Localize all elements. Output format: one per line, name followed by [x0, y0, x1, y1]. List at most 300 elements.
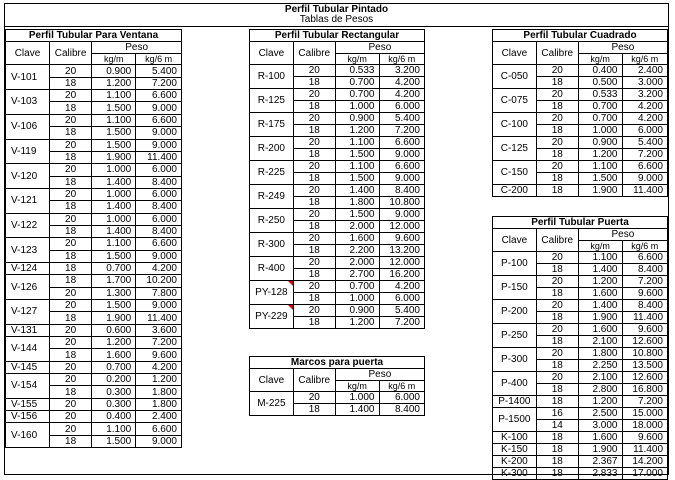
calibre-cell: 18: [50, 275, 92, 287]
table-row: [493, 161, 668, 173]
kg6m-cell: 16.800: [622, 384, 668, 396]
marcos-table: [249, 368, 425, 416]
calibre-cell: 18: [293, 293, 335, 305]
table-row: [493, 300, 668, 312]
kgm-cell: 1.400: [335, 185, 379, 197]
clave-cell: V-160: [6, 423, 50, 448]
col-header-kgm: kg/m: [92, 54, 136, 65]
calibre-cell: 20: [50, 423, 92, 435]
kg6m-cell: 5.400: [379, 113, 425, 125]
table-row: [6, 188, 182, 200]
kg6m-cell: 6.000: [136, 164, 182, 176]
table-row: [493, 65, 668, 77]
calibre-cell: 20: [293, 161, 335, 173]
kg6m-cell: 9.000: [136, 127, 182, 139]
kgm-cell: 0.700: [335, 281, 379, 293]
cuadrado-table: [492, 41, 668, 197]
kg6m-cell: 4.200: [379, 281, 425, 293]
kgm-cell: 1.200: [92, 77, 136, 89]
calibre-cell: 18: [50, 262, 92, 274]
kg6m-cell: 11.400: [136, 151, 182, 163]
table-row: [493, 432, 668, 444]
calibre-cell: 18: [50, 386, 92, 398]
calibre-cell: 18: [50, 176, 92, 188]
calibre-cell: 18: [536, 468, 578, 480]
kgm-cell: 2.250: [578, 360, 622, 372]
kgm-cell: 1.500: [92, 102, 136, 114]
kg6m-cell: 11.400: [622, 312, 668, 324]
kg6m-cell: 12.600: [622, 336, 668, 348]
table-row: [493, 252, 668, 264]
kgm-cell: 1.100: [92, 238, 136, 250]
col-header-peso: Peso: [92, 42, 182, 54]
calibre-cell: 18: [536, 101, 578, 113]
kgm-cell: 1.100: [92, 423, 136, 435]
kgm-cell: 1.400: [92, 176, 136, 188]
table-row: [250, 137, 425, 149]
calibre-cell: 18: [50, 151, 92, 163]
kg6m-cell: 3.200: [379, 65, 425, 77]
table-row: [6, 275, 182, 287]
calibre-cell: 20: [293, 233, 335, 245]
kg6m-cell: 8.400: [136, 176, 182, 188]
kgm-cell: 1.400: [578, 264, 622, 276]
table-row: [493, 372, 668, 384]
table-row: [6, 164, 182, 176]
clave-cell: PY-128: [250, 281, 294, 305]
kg6m-cell: 1.800: [136, 398, 182, 410]
kg6m-cell: 2.400: [622, 65, 668, 77]
kg6m-cell: 17.000: [622, 468, 668, 480]
clave-cell: V-119: [6, 139, 50, 164]
clave-cell: P-1500: [493, 408, 537, 432]
kg6m-cell: 4.200: [379, 77, 425, 89]
kgm-cell: 1.800: [335, 197, 379, 209]
kgm-cell: 1.000: [335, 101, 379, 113]
clave-cell: V-106: [6, 114, 50, 139]
col-header-kg6m: kg/6 m: [622, 54, 668, 65]
ventana-table: [5, 41, 182, 448]
calibre-cell: 20: [536, 276, 578, 288]
kgm-cell: 0.900: [335, 113, 379, 125]
kg6m-cell: 3.200: [622, 89, 668, 101]
calibre-cell: 20: [293, 281, 335, 293]
calibre-cell: 18: [293, 317, 335, 329]
calibre-cell: 20: [536, 161, 578, 173]
table-row: [493, 468, 668, 480]
calibre-cell: 18: [536, 312, 578, 324]
kgm-cell: 1.600: [578, 288, 622, 300]
clave-cell: C-125: [493, 137, 537, 161]
page-title: Perfil Tubular Pintado: [284, 4, 389, 15]
calibre-cell: 18: [50, 312, 92, 324]
calibre-cell: 20: [50, 90, 92, 102]
calibre-cell: 20: [50, 65, 92, 77]
table-row: [250, 113, 425, 125]
kg6m-cell: 6.600: [136, 114, 182, 126]
kg6m-cell: 6.000: [379, 101, 425, 113]
col-header-peso: Peso: [335, 369, 424, 381]
table-row: [6, 299, 182, 311]
calibre-cell: 18: [536, 77, 578, 89]
kgm-cell: 1.200: [578, 276, 622, 288]
table-row: [6, 361, 182, 373]
kgm-cell: 1.000: [578, 125, 622, 137]
calibre-cell: 18: [536, 288, 578, 300]
calibre-cell: 18: [293, 404, 335, 416]
table-row: [493, 185, 668, 197]
kg6m-cell: 5.400: [622, 137, 668, 149]
kgm-cell: 2.800: [578, 384, 622, 396]
kg6m-cell: 13.500: [622, 360, 668, 372]
kg6m-cell: 9.000: [136, 435, 182, 447]
kgm-cell: 1.900: [578, 312, 622, 324]
kgm-cell: 0.700: [335, 89, 379, 101]
kgm-cell: 1.100: [578, 161, 622, 173]
kgm-cell: 1.200: [335, 125, 379, 137]
calibre-cell: 18: [536, 456, 578, 468]
kg6m-cell: 7.200: [379, 125, 425, 137]
kgm-cell: 2.200: [335, 245, 379, 257]
rectangular-title: Perfil Tubular Rectangular: [249, 29, 425, 41]
clave-cell: V-126: [6, 275, 50, 300]
kg6m-cell: 8.400: [622, 300, 668, 312]
kg6m-cell: 7.800: [136, 287, 182, 299]
calibre-cell: 18: [293, 125, 335, 137]
kg6m-cell: 9.600: [622, 432, 668, 444]
clave-cell: V-127: [6, 299, 50, 324]
calibre-cell: 18: [293, 101, 335, 113]
col-header-kgm: kg/m: [578, 241, 622, 252]
kg6m-cell: 6.000: [136, 188, 182, 200]
kg6m-cell: 8.400: [379, 185, 425, 197]
col-header-clave: Clave: [493, 42, 537, 65]
kgm-cell: 0.900: [578, 137, 622, 149]
kg6m-cell: 5.400: [379, 305, 425, 317]
kg6m-cell: 1.800: [136, 386, 182, 398]
kgm-cell: 1.000: [335, 293, 379, 305]
kg6m-cell: 6.600: [379, 161, 425, 173]
kgm-cell: 1.900: [92, 151, 136, 163]
kgm-cell: 1.500: [92, 435, 136, 447]
kgm-cell: 1.900: [92, 312, 136, 324]
kgm-cell: 0.700: [92, 262, 136, 274]
calibre-cell: 18: [50, 435, 92, 447]
kg6m-cell: 16.200: [379, 269, 425, 281]
col-header-calibre: Calibre: [536, 229, 578, 252]
table-row: [493, 324, 668, 336]
kgm-cell: 1.000: [92, 188, 136, 200]
kg6m-cell: 5.400: [136, 65, 182, 77]
calibre-cell: 20: [50, 361, 92, 373]
calibre-cell: 16: [536, 408, 578, 420]
kg6m-cell: 3.000: [622, 77, 668, 89]
kg6m-cell: 6.000: [379, 392, 425, 404]
clave-cell: P-300: [493, 348, 537, 372]
kg6m-cell: 7.200: [379, 317, 425, 329]
kg6m-cell: 6.600: [136, 238, 182, 250]
calibre-cell: 20: [50, 188, 92, 200]
calibre-cell: 18: [536, 360, 578, 372]
clave-cell: V-120: [6, 164, 50, 189]
table-row: [6, 337, 182, 349]
kgm-cell: 2.100: [578, 372, 622, 384]
calibre-cell: 20: [536, 252, 578, 264]
col-header-kg6m: kg/6 m: [379, 381, 425, 392]
kgm-cell: 2.000: [335, 257, 379, 269]
calibre-cell: 20: [536, 65, 578, 77]
col-header-clave: Clave: [250, 42, 294, 65]
kgm-cell: 1.000: [92, 213, 136, 225]
kg6m-cell: 6.000: [136, 213, 182, 225]
table-row: [6, 411, 182, 423]
kg6m-cell: 8.400: [136, 225, 182, 237]
kg6m-cell: 8.400: [136, 201, 182, 213]
col-header-peso: Peso: [335, 42, 424, 54]
calibre-cell: 18: [293, 77, 335, 89]
kgm-cell: 0.700: [578, 113, 622, 125]
kg6m-cell: 11.400: [622, 444, 668, 456]
kg6m-cell: 13.200: [379, 245, 425, 257]
calibre-cell: 18: [50, 225, 92, 237]
col-header-calibre: Calibre: [536, 42, 578, 65]
kg6m-cell: 2.400: [136, 411, 182, 423]
clave-cell: R-125: [250, 89, 294, 113]
calibre-cell: 20: [50, 213, 92, 225]
kgm-cell: 1.800: [578, 348, 622, 360]
kg6m-cell: 10.800: [379, 197, 425, 209]
kg6m-cell: 4.200: [136, 262, 182, 274]
calibre-cell: 18: [293, 245, 335, 257]
calibre-cell: 20: [293, 89, 335, 101]
kg6m-cell: 4.200: [622, 101, 668, 113]
kg6m-cell: 6.600: [136, 423, 182, 435]
table-row: [493, 89, 668, 101]
table-row: [493, 396, 668, 408]
calibre-cell: 18: [536, 173, 578, 185]
calibre-cell: 18: [293, 197, 335, 209]
kg6m-cell: 11.400: [136, 312, 182, 324]
rectangular-table: [249, 41, 425, 329]
kgm-cell: 0.600: [92, 324, 136, 336]
kg6m-cell: 6.600: [136, 90, 182, 102]
marcos-title: Marcos para puerta: [249, 356, 425, 368]
calibre-cell: 18: [536, 149, 578, 161]
kgm-cell: 1.100: [335, 161, 379, 173]
kgm-cell: 1.100: [92, 114, 136, 126]
clave-cell: C-100: [493, 113, 537, 137]
col-header-kg6m: kg/6 m: [622, 241, 668, 252]
clave-cell: K-200: [493, 456, 537, 468]
kgm-cell: 1.500: [92, 250, 136, 262]
col-header-kg6m: kg/6 m: [379, 54, 425, 65]
table-row: [6, 114, 182, 126]
clave-cell: C-150: [493, 161, 537, 185]
kg6m-cell: 8.400: [379, 404, 425, 416]
kgm-cell: 2.833: [578, 468, 622, 480]
clave-cell: K-100: [493, 432, 537, 444]
calibre-cell: 18: [536, 396, 578, 408]
col-header-calibre: Calibre: [293, 369, 335, 392]
kgm-cell: 1.600: [335, 233, 379, 245]
clave-cell: P-1400: [493, 396, 537, 408]
kg6m-cell: 7.200: [136, 337, 182, 349]
clave-cell: V-156: [6, 411, 50, 423]
kgm-cell: 2.500: [578, 408, 622, 420]
calibre-cell: 20: [536, 372, 578, 384]
clave-cell: R-225: [250, 161, 294, 185]
calibre-cell: 18: [293, 269, 335, 281]
table-row: [250, 305, 425, 317]
kg6m-cell: 6.600: [622, 161, 668, 173]
calibre-cell: 18: [536, 264, 578, 276]
kg6m-cell: 9.000: [136, 139, 182, 151]
kgm-cell: 1.700: [92, 275, 136, 287]
ventana-title: Perfil Tubular Para Ventana: [5, 29, 182, 41]
col-header-calibre: Calibre: [50, 42, 92, 65]
table-row: [6, 90, 182, 102]
table-row: [6, 374, 182, 386]
kg6m-cell: 6.600: [622, 252, 668, 264]
calibre-cell: 18: [536, 336, 578, 348]
kg6m-cell: 6.000: [379, 293, 425, 305]
clave-cell: R-400: [250, 257, 294, 281]
clave-cell: C-050: [493, 65, 537, 89]
clave-cell: R-200: [250, 137, 294, 161]
kg6m-cell: 11.400: [622, 185, 668, 197]
calibre-cell: 20: [50, 139, 92, 151]
kg6m-cell: 6.000: [622, 125, 668, 137]
table-marcos: [249, 356, 425, 416]
table-row: [6, 65, 182, 77]
col-header-kg6m: kg/6 m: [136, 54, 182, 65]
calibre-cell: 18: [536, 125, 578, 137]
table-row: [250, 209, 425, 221]
kg6m-cell: 4.200: [379, 89, 425, 101]
kgm-cell: 2.367: [578, 456, 622, 468]
col-header-kgm: kg/m: [578, 54, 622, 65]
clave-cell: V-124: [6, 262, 50, 274]
kgm-cell: 0.700: [578, 101, 622, 113]
kgm-cell: 1.500: [92, 299, 136, 311]
calibre-cell: 18: [536, 444, 578, 456]
table-row: [6, 324, 182, 336]
clave-cell: V-145: [6, 361, 50, 373]
calibre-cell: 20: [536, 348, 578, 360]
kg6m-cell: 4.200: [136, 361, 182, 373]
kg6m-cell: 9.000: [136, 299, 182, 311]
kgm-cell: 1.000: [92, 164, 136, 176]
col-header-calibre: Calibre: [293, 42, 335, 65]
table-row: [250, 392, 425, 404]
col-header-kgm: kg/m: [335, 381, 379, 392]
kgm-cell: 0.500: [578, 77, 622, 89]
kgm-cell: 1.100: [335, 137, 379, 149]
clave-cell: V-155: [6, 398, 50, 410]
kgm-cell: 0.900: [92, 65, 136, 77]
kgm-cell: 1.500: [335, 173, 379, 185]
kgm-cell: 0.400: [578, 65, 622, 77]
clave-cell: M-225: [250, 392, 294, 416]
kg6m-cell: 9.600: [379, 233, 425, 245]
table-row: [493, 456, 668, 468]
table-row: [6, 213, 182, 225]
calibre-cell: 20: [293, 185, 335, 197]
clave-cell: V-154: [6, 374, 50, 399]
calibre-cell: 20: [536, 324, 578, 336]
clave-cell: P-400: [493, 372, 537, 396]
kgm-cell: 0.700: [92, 361, 136, 373]
table-row: [6, 139, 182, 151]
kg6m-cell: 9.600: [622, 288, 668, 300]
calibre-cell: 18: [50, 349, 92, 361]
kgm-cell: 1.200: [92, 337, 136, 349]
calibre-cell: 20: [50, 411, 92, 423]
kg6m-cell: 18.000: [622, 420, 668, 432]
calibre-cell: 20: [50, 287, 92, 299]
kg6m-cell: 7.200: [136, 77, 182, 89]
table-row: [493, 408, 668, 420]
kgm-cell: 1.400: [92, 201, 136, 213]
clave-cell: C-075: [493, 89, 537, 113]
clave-cell: K-300: [493, 468, 537, 480]
kgm-cell: 0.400: [92, 411, 136, 423]
table-row: [6, 238, 182, 250]
kgm-cell: 1.500: [578, 173, 622, 185]
clave-cell: P-200: [493, 300, 537, 324]
calibre-cell: 20: [50, 164, 92, 176]
kg6m-cell: 4.200: [622, 113, 668, 125]
clave-cell: R-175: [250, 113, 294, 137]
clave-cell: P-150: [493, 276, 537, 300]
kg6m-cell: 9.000: [622, 173, 668, 185]
kg6m-cell: 9.000: [379, 149, 425, 161]
calibre-cell: 20: [536, 300, 578, 312]
col-header-kgm: kg/m: [335, 54, 379, 65]
page-subtitle: Tablas de Pesos: [299, 14, 374, 25]
kg6m-cell: 7.200: [622, 396, 668, 408]
table-row: [250, 65, 425, 77]
kgm-cell: 1.200: [578, 149, 622, 161]
calibre-cell: 18: [293, 173, 335, 185]
calibre-cell: 18: [50, 77, 92, 89]
calibre-cell: 14: [536, 420, 578, 432]
kg6m-cell: 14.200: [622, 456, 668, 468]
calibre-cell: 20: [293, 209, 335, 221]
calibre-cell: 18: [536, 185, 578, 197]
col-header-clave: Clave: [493, 229, 537, 252]
puerta-title: Perfil Tubular Puerta: [492, 216, 668, 228]
calibre-cell: 18: [536, 384, 578, 396]
table-row: [250, 233, 425, 245]
kgm-cell: 1.100: [578, 252, 622, 264]
calibre-cell: 20: [50, 299, 92, 311]
calibre-cell: 20: [293, 65, 335, 77]
calibre-cell: 20: [536, 113, 578, 125]
kgm-cell: 3.000: [578, 420, 622, 432]
table-puerta: [492, 216, 668, 480]
table-ventana: [5, 29, 182, 448]
table-row: [493, 113, 668, 125]
clave-cell: P-250: [493, 324, 537, 348]
kg6m-cell: 9.000: [136, 102, 182, 114]
kg6m-cell: 8.400: [622, 264, 668, 276]
kgm-cell: 1.400: [578, 300, 622, 312]
kgm-cell: 0.533: [578, 89, 622, 101]
kgm-cell: 1.600: [578, 324, 622, 336]
kg6m-cell: 12.000: [379, 221, 425, 233]
calibre-cell: 20: [293, 305, 335, 317]
